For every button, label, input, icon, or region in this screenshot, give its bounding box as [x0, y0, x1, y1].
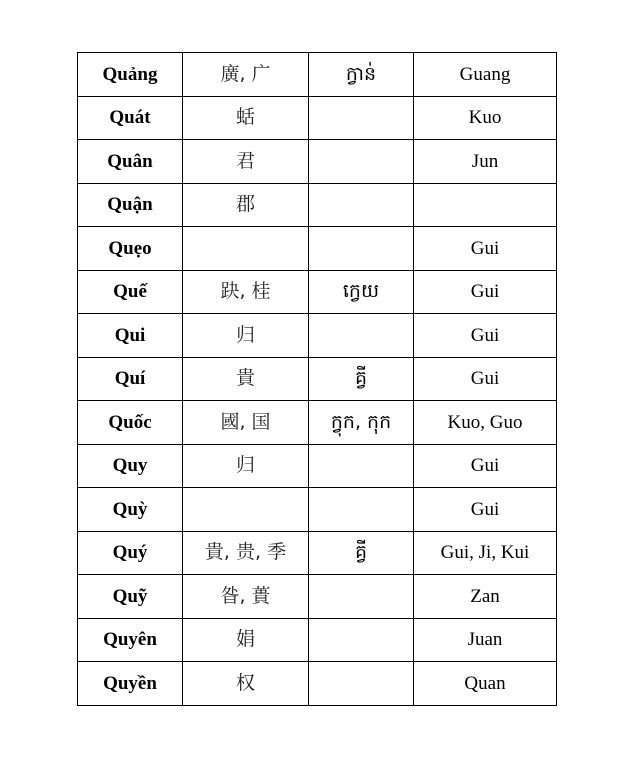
pinyin-cell: Gui: [414, 444, 557, 488]
chinese-cell: 國, 国: [183, 401, 309, 445]
vietnamese-cell: Qui: [78, 314, 183, 358]
table-row: [78, 96, 557, 140]
khmer-cell: [309, 488, 414, 532]
vietnamese-cell: Quân: [78, 140, 183, 184]
khmer-cell: គ្វី: [309, 531, 414, 575]
table-row: [78, 53, 557, 97]
vietnamese-cell: Quận: [78, 183, 183, 227]
khmer-cell: [309, 575, 414, 619]
table-row: [78, 488, 557, 532]
vietnamese-cell: Quy: [78, 444, 183, 488]
khmer-cell: ក្វាន់: [309, 53, 414, 97]
vietnamese-cell: Quyền: [78, 662, 183, 706]
pinyin-cell: Zan: [414, 575, 557, 619]
khmer-cell: ក្វេយ: [309, 270, 414, 314]
pinyin-cell: Kuo, Guo: [414, 401, 557, 445]
chinese-cell: 郡: [183, 183, 309, 227]
vietnamese-cell: Quẹo: [78, 227, 183, 271]
vietnamese-cell: Quát: [78, 96, 183, 140]
khmer-cell: [309, 183, 414, 227]
table-row: [78, 444, 557, 488]
khmer-cell: [309, 314, 414, 358]
pinyin-cell: Gui: [414, 488, 557, 532]
pinyin-cell: Gui: [414, 357, 557, 401]
khmer-cell: [309, 662, 414, 706]
chinese-cell: [183, 488, 309, 532]
khmer-cell: [309, 96, 414, 140]
table-row: [78, 140, 557, 184]
chinese-cell: 权: [183, 662, 309, 706]
chinese-cell: 貴: [183, 357, 309, 401]
pinyin-cell: Gui, Ji, Kui: [414, 531, 557, 575]
khmer-cell: [309, 227, 414, 271]
table-row: [78, 401, 557, 445]
chinese-cell: 貴, 贵, 季: [183, 531, 309, 575]
lexicon-table: [77, 52, 557, 706]
table-row: [78, 531, 557, 575]
chinese-cell: 趹, 桂: [183, 270, 309, 314]
chinese-cell: 廣, 广: [183, 53, 309, 97]
table-row: [78, 575, 557, 619]
pinyin-cell: [414, 183, 557, 227]
chinese-cell: 昝, 蕢: [183, 575, 309, 619]
vietnamese-cell: Quốc: [78, 401, 183, 445]
table-row: [78, 662, 557, 706]
vietnamese-cell: Quỹ: [78, 575, 183, 619]
khmer-cell: [309, 444, 414, 488]
table-row: [78, 314, 557, 358]
vietnamese-cell: Quế: [78, 270, 183, 314]
chinese-cell: 娟: [183, 618, 309, 662]
khmer-cell: [309, 618, 414, 662]
pinyin-cell: Kuo: [414, 96, 557, 140]
table-row: [78, 357, 557, 401]
table-row: [78, 183, 557, 227]
chinese-cell: 君: [183, 140, 309, 184]
pinyin-cell: Quan: [414, 662, 557, 706]
table-row: [78, 270, 557, 314]
pinyin-cell: Gui: [414, 227, 557, 271]
chinese-cell: 归: [183, 314, 309, 358]
table-row: [78, 618, 557, 662]
table-row: [78, 227, 557, 271]
vietnamese-cell: Quyên: [78, 618, 183, 662]
pinyin-cell: Guang: [414, 53, 557, 97]
vietnamese-cell: Quỳ: [78, 488, 183, 532]
pinyin-cell: Gui: [414, 314, 557, 358]
pinyin-cell: Jun: [414, 140, 557, 184]
khmer-cell: គ្វី: [309, 357, 414, 401]
pinyin-cell: Juan: [414, 618, 557, 662]
chinese-cell: 蛞: [183, 96, 309, 140]
vietnamese-cell: Quí: [78, 357, 183, 401]
pinyin-cell: Gui: [414, 270, 557, 314]
chinese-cell: [183, 227, 309, 271]
vietnamese-cell: Quý: [78, 531, 183, 575]
khmer-cell: [309, 140, 414, 184]
khmer-cell: ក្វុក, កុក: [309, 401, 414, 445]
vietnamese-cell: Quảng: [78, 53, 183, 97]
chinese-cell: 归: [183, 444, 309, 488]
